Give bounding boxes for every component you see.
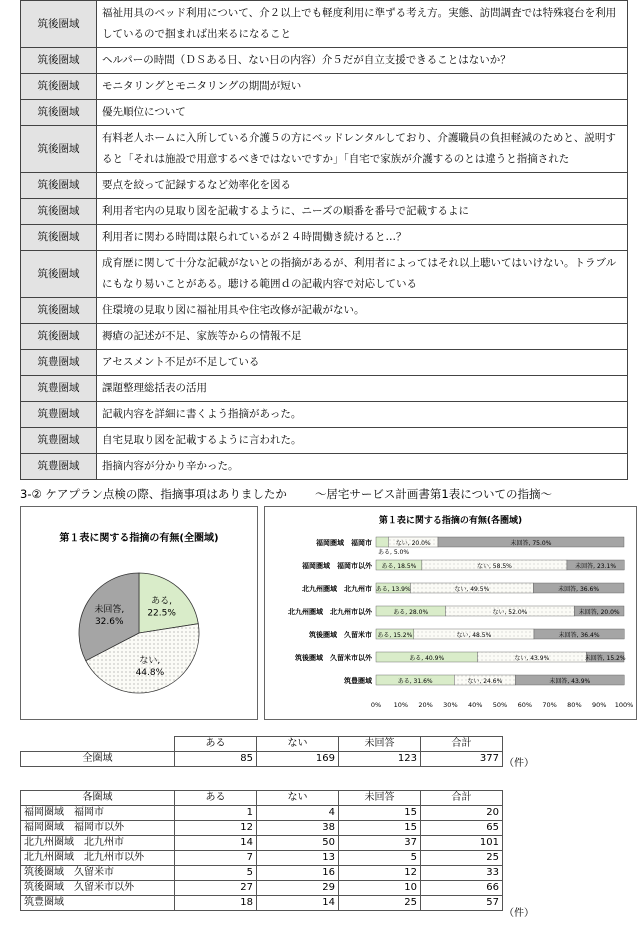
- bar-data-label: ない, 20.0%: [395, 540, 431, 547]
- x-tick-label: 70%: [542, 701, 557, 709]
- area-cell: 25: [339, 896, 421, 911]
- finding-row: [21, 298, 628, 324]
- finding-area: 筑後圏域: [21, 199, 97, 225]
- bar-segment: [376, 537, 388, 547]
- area-cell: 65: [421, 821, 503, 836]
- bar-chart-panel: [264, 506, 637, 720]
- finding-area: 筑後圏域: [21, 225, 97, 251]
- x-tick-label: 50%: [492, 701, 508, 709]
- finding-text: 優先順位について: [97, 100, 628, 126]
- area-cell: 101: [421, 836, 503, 851]
- finding-area: 筑後圏域: [21, 126, 97, 173]
- finding-text: 自宅見取り図を記載するように言われた。: [97, 428, 628, 454]
- x-tick-label: 80%: [567, 701, 582, 709]
- bar-data-label: ある, 31.6%: [397, 678, 433, 685]
- finding-row: [21, 324, 628, 350]
- area-cell: 北九州圏域 北九州市: [21, 836, 175, 851]
- finding-area: 筑豊圏域: [21, 376, 97, 402]
- finding-area: 筑後圏域: [21, 48, 97, 74]
- bar-data-label: ある, 15.2%: [377, 632, 413, 639]
- category-label: 福岡圏域 福岡市: [316, 539, 372, 547]
- area-cell: 33: [421, 866, 503, 881]
- area-cell: 20: [421, 806, 503, 821]
- summary-cell: 全圏域: [21, 752, 175, 767]
- finding-area: 筑後圏域: [21, 100, 97, 126]
- pie-chart: [21, 507, 257, 719]
- finding-row: [21, 1, 628, 48]
- finding-row: [21, 225, 628, 251]
- area-cell: 18: [175, 896, 257, 911]
- bar-data-label: ある, 18.5%: [381, 563, 417, 570]
- summary-header-cell: ある: [175, 737, 257, 752]
- area-cell: 4: [257, 806, 339, 821]
- area-header-cell: ない: [257, 791, 339, 806]
- category-label: 筑後圏域 久留米市以外: [295, 654, 372, 662]
- bar-data-label: 未回答, 75.0%: [510, 540, 552, 547]
- finding-row: [21, 428, 628, 454]
- summary-header-cell: [21, 737, 175, 752]
- category-label: 北九州圏域 北九州市以外: [288, 608, 372, 616]
- area-cell: 筑豊圏域: [21, 896, 175, 911]
- bar-data-label: 未回答, 36.6%: [558, 586, 600, 593]
- finding-row: [21, 48, 628, 74]
- finding-text: アセスメント不足が不足している: [97, 350, 628, 376]
- area-cell: 筑後圏域 久留米市以外: [21, 881, 175, 896]
- finding-text: 成育歴に関して十分な記載がないとの指摘があるが、利用者によってはそれ以上聴いてはいけない。トラブルにもなり易いことがある。聴ける範囲ｄの記載内容で対応している: [97, 251, 628, 298]
- bar-data-label: ない, 43.9%: [514, 655, 550, 662]
- x-tick-label: 0%: [370, 701, 382, 709]
- finding-text: ヘルパーの時間（ＤＳある日、ない日の内容）介５だが自立支援できることはないか？: [97, 48, 628, 74]
- area-cell: 福岡圏域 福岡市以外: [21, 821, 175, 836]
- x-tick-label: 20%: [418, 701, 433, 709]
- summary-unit: （件）: [504, 758, 534, 769]
- bar-data-label: 未回答, 20.0%: [578, 609, 620, 616]
- x-tick-label: 60%: [517, 701, 533, 709]
- x-tick-label: 10%: [393, 701, 409, 709]
- bar-chart-title: 第１表に関する指摘の有無(各圏域): [378, 516, 523, 526]
- finding-text: 利用者宅内の見取り図を記載するように、ニーズの順番を番号で記載するよに: [97, 199, 628, 225]
- bar-data-label: ある, 13.9%: [375, 586, 411, 593]
- bar-data-label: 未回答, 15.2%: [584, 655, 626, 662]
- area-cell: 38: [257, 821, 339, 836]
- area-header-cell: 各圏域: [21, 791, 175, 806]
- finding-row: [21, 454, 628, 480]
- bar-data-label: ない, 58.5%: [476, 563, 512, 570]
- area-cell: 14: [257, 896, 339, 911]
- finding-area: 筑豊圏域: [21, 402, 97, 428]
- finding-row: [21, 350, 628, 376]
- x-tick-label: 30%: [443, 701, 458, 709]
- finding-row: [21, 402, 628, 428]
- area-cell: 筑後圏域 久留米市: [21, 866, 175, 881]
- section-title: [20, 486, 552, 502]
- area-cell: 37: [339, 836, 421, 851]
- area-row: [21, 851, 503, 866]
- bar-data-label: 未回答, 36.4%: [558, 632, 600, 639]
- pie-value-label: 22.5%: [147, 608, 176, 619]
- finding-text: 記載内容を詳細に書くよう指摘があった。: [97, 402, 628, 428]
- summary-table: [20, 736, 503, 767]
- pie-value-label: 32.6%: [94, 616, 124, 627]
- finding-area: 筑後圏域: [21, 1, 97, 48]
- bar-data-label: ない, 24.6%: [467, 678, 503, 685]
- pie-label: ある,: [151, 596, 173, 607]
- finding-text: 利用者に関わる時間は限られているが２４時間働き続けると…？: [97, 225, 628, 251]
- finding-row: [21, 173, 628, 199]
- area-cell: 16: [257, 866, 339, 881]
- finding-text: 指摘内容が分かり辛かった。: [97, 454, 628, 480]
- finding-text: 要点を絞って記録するなど効率化を図る: [97, 173, 628, 199]
- finding-text: 住環境の見取り図に福祉用具や住宅改修が記載がない。: [97, 298, 628, 324]
- x-tick-label: 90%: [591, 701, 607, 709]
- x-tick-label: 40%: [467, 701, 483, 709]
- finding-row: [21, 74, 628, 100]
- area-cell: 15: [339, 806, 421, 821]
- area-cell: 25: [421, 851, 503, 866]
- finding-area: 筑豊圏域: [21, 350, 97, 376]
- area-cell: 15: [339, 821, 421, 836]
- category-label: 筑豊圏域: [344, 677, 372, 685]
- area-cell: 27: [175, 881, 257, 896]
- area-cell: 福岡圏域 福岡市: [21, 806, 175, 821]
- area-cell: 1: [175, 806, 257, 821]
- bar-chart: [265, 507, 636, 719]
- bar-data-label: ある, 5.0%: [378, 549, 410, 556]
- area-cell: 66: [421, 881, 503, 896]
- bar-data-label: ない, 49.5%: [454, 586, 490, 593]
- pie-value-label: 44.8%: [135, 668, 165, 679]
- pie-chart-title: 第１表に関する指摘の有無(全圏域): [59, 533, 219, 544]
- bar-data-label: ない, 48.5%: [456, 632, 492, 639]
- area-cell: 北九州圏域 北九州市以外: [21, 851, 175, 866]
- area-cell: 5: [175, 866, 257, 881]
- section-heading: 3-② ケアプラン点検の際、指摘事項はありましたか: [20, 487, 287, 501]
- pie-label: ない,: [139, 656, 161, 667]
- finding-row: [21, 376, 628, 402]
- pie-chart-panel: [20, 506, 258, 720]
- finding-area: 筑後圏域: [21, 173, 97, 199]
- summary-header-cell: 合計: [421, 737, 503, 752]
- finding-area: 筑後圏域: [21, 74, 97, 100]
- area-header-cell: 未回答: [339, 791, 421, 806]
- finding-row: [21, 199, 628, 225]
- bar-data-label: 未回答, 43.9%: [549, 678, 591, 685]
- area-row: [21, 806, 503, 821]
- area-cell: 12: [339, 866, 421, 881]
- bar-data-label: ない, 52.0%: [492, 609, 528, 616]
- summary-cell: 123: [339, 752, 421, 767]
- finding-text: 福祉用具のベッド利用について、介２以上でも軽度利用に準ずる考え方。実態、訪問調査では特殊寝台を利用しているので掴まれば出来るになること: [97, 1, 628, 48]
- area-cell: 13: [257, 851, 339, 866]
- x-tick-label: 100%: [614, 701, 634, 709]
- finding-area: 筑豊圏域: [21, 428, 97, 454]
- area-cell: 12: [175, 821, 257, 836]
- area-header-cell: 合計: [421, 791, 503, 806]
- area-unit: （件）: [504, 908, 534, 919]
- summary-header-cell: 未回答: [339, 737, 421, 752]
- finding-area: 筑後圏域: [21, 298, 97, 324]
- findings-table: [20, 0, 628, 480]
- bar-data-label: ある, 28.0%: [393, 609, 429, 616]
- area-cell: 10: [339, 881, 421, 896]
- finding-row: [21, 251, 628, 298]
- area-row: [21, 836, 503, 851]
- finding-text: 褥瘡の記述が不足、家族等からの情報不足: [97, 324, 628, 350]
- category-label: 筑後圏域 久留米市: [309, 631, 372, 639]
- finding-area: 筑豊圏域: [21, 454, 97, 480]
- area-cell: 5: [339, 851, 421, 866]
- bar-data-label: ある, 40.9%: [409, 655, 445, 662]
- area-row: [21, 896, 503, 911]
- area-cell: 57: [421, 896, 503, 911]
- area-row: [21, 821, 503, 836]
- bar-data-label: 未回答, 23.1%: [575, 563, 617, 570]
- summary-header-cell: ない: [257, 737, 339, 752]
- finding-area: 筑後圏域: [21, 251, 97, 298]
- pie-label: 未回答,: [94, 604, 125, 615]
- category-label: 北九州圏域 北九州市: [302, 585, 372, 593]
- area-header-cell: ある: [175, 791, 257, 806]
- area-cell: 50: [257, 836, 339, 851]
- finding-text: 有料老人ホームに入所している介護５の方にベッドレンタルしており、介護職員の負担軽減のためと、説明すると「それは施設で用意するべきではないですか」「自宅で家族が介護するのとは違うと指摘された: [97, 126, 628, 173]
- area-cell: 29: [257, 881, 339, 896]
- category-label: 福岡圏域 福岡市以外: [302, 562, 372, 570]
- area-cell: 14: [175, 836, 257, 851]
- area-cell: 7: [175, 851, 257, 866]
- finding-row: [21, 100, 628, 126]
- finding-text: 課題整理総括表の活用: [97, 376, 628, 402]
- summary-cell: 85: [175, 752, 257, 767]
- area-row: [21, 866, 503, 881]
- summary-cell: 377: [421, 752, 503, 767]
- finding-row: [21, 126, 628, 173]
- summary-cell: 169: [257, 752, 339, 767]
- finding-text: モニタリングとモニタリングの期間が短い: [97, 74, 628, 100]
- area-table: [20, 790, 503, 911]
- section-subtitle: ～居宅サービス計画書第1表についての指摘～: [314, 487, 553, 501]
- area-row: [21, 881, 503, 896]
- finding-area: 筑後圏域: [21, 324, 97, 350]
